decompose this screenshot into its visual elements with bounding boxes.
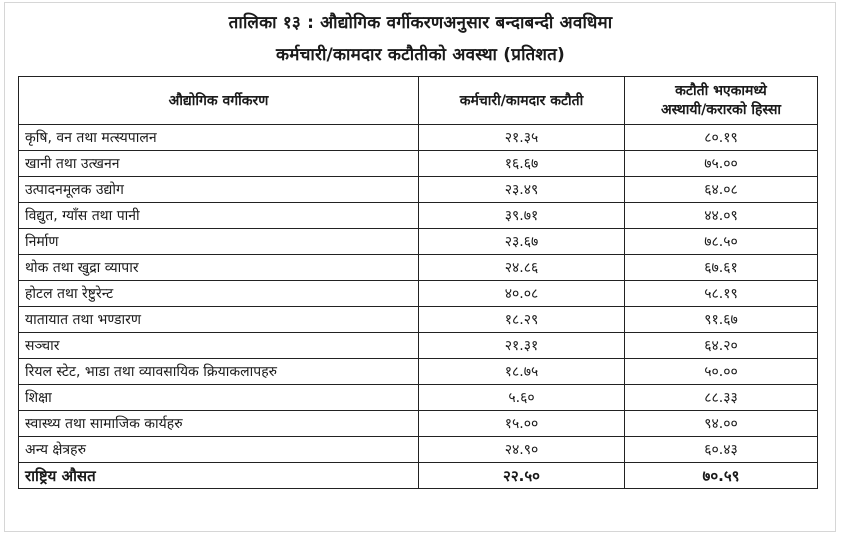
header-temp-line2: अस्थायी/करारको हिस्सा	[660, 101, 782, 118]
table-row	[19, 151, 818, 177]
table-row	[19, 333, 818, 359]
table-row	[19, 385, 818, 411]
row-temp: ७८.५०	[625, 229, 818, 255]
row-sector: खानी तथा उत्खनन	[19, 151, 419, 177]
row-temp: ९४.००	[625, 411, 818, 437]
row-cut: ४०.०८	[419, 281, 625, 307]
header-temp	[625, 77, 818, 125]
header-temp-line1: कटौती भएकामध्ये	[675, 82, 767, 99]
table-subtitle: कर्मचारी/कामदार कटौतीको अवस्था (प्रतिशत)	[275, 45, 566, 65]
header-cut: कर्मचारी/कामदार कटौती	[419, 77, 625, 125]
table-row	[19, 359, 818, 385]
data-table	[18, 76, 818, 489]
row-cut: ५.६०	[419, 385, 625, 411]
row-cut: २१.३१	[419, 333, 625, 359]
row-sector: कृषि, वन तथा मत्स्यपालन	[19, 125, 419, 151]
row-temp: ९१.६७	[625, 307, 818, 333]
table-row	[19, 437, 818, 463]
row-cut: १६.६७	[419, 151, 625, 177]
row-temp: ६७.६१	[625, 255, 818, 281]
row-sector: विद्युत, ग्याँस तथा पानी	[19, 203, 419, 229]
table-title: तालिका १३ : औद्योगिक वर्गीकरणअनुसार बन्दाबन्दी अवधिमा	[228, 13, 613, 33]
row-sector: शिक्षा	[19, 385, 419, 411]
row-cut: १८.७५	[419, 359, 625, 385]
table-row	[19, 229, 818, 255]
row-temp: ४४.०९	[625, 203, 818, 229]
row-sector: होटल तथा रेष्टुरेन्ट	[19, 281, 419, 307]
table-row	[19, 203, 818, 229]
row-sector: अन्य क्षेत्रहरु	[19, 437, 419, 463]
row-cut: १८.२९	[419, 307, 625, 333]
total-sector: राष्ट्रिय औसत	[19, 463, 419, 489]
row-cut: २३.६७	[419, 229, 625, 255]
row-cut: २४.८६	[419, 255, 625, 281]
row-cut: २४.९०	[419, 437, 625, 463]
row-temp: ७५.००	[625, 151, 818, 177]
row-sector: रियल स्टेट, भाडा तथा व्यावसायिक क्रियाकलापहरु	[19, 359, 419, 385]
row-cut: ३९.७१	[419, 203, 625, 229]
row-sector: उत्पादनमूलक उद्योग	[19, 177, 419, 203]
row-temp: ८८.३३	[625, 385, 818, 411]
table-row	[19, 255, 818, 281]
row-sector: यातायात तथा भण्डारण	[19, 307, 419, 333]
total-temp: ७०.५९	[625, 463, 818, 489]
table-row	[19, 281, 818, 307]
header-sector: औद्योगिक वर्गीकरण	[19, 77, 419, 125]
row-temp: ८०.१९	[625, 125, 818, 151]
row-sector: सञ्चार	[19, 333, 419, 359]
row-temp: ६४.०८	[625, 177, 818, 203]
header-row	[19, 77, 818, 125]
table-row	[19, 411, 818, 437]
row-temp: ६४.२०	[625, 333, 818, 359]
row-sector: स्वास्थ्य तथा सामाजिक कार्यहरु	[19, 411, 419, 437]
row-temp: ६०.४३	[625, 437, 818, 463]
total-row	[19, 463, 818, 489]
table-row	[19, 125, 818, 151]
table-row	[19, 307, 818, 333]
total-cut: २२.५०	[419, 463, 625, 489]
row-temp: ५०.००	[625, 359, 818, 385]
table-row	[19, 177, 818, 203]
row-cut: १५.००	[419, 411, 625, 437]
row-temp: ५८.१९	[625, 281, 818, 307]
row-sector: निर्माण	[19, 229, 419, 255]
row-sector: थोक तथा खुद्रा व्यापार	[19, 255, 419, 281]
row-cut: २१.३५	[419, 125, 625, 151]
row-cut: २३.४९	[419, 177, 625, 203]
